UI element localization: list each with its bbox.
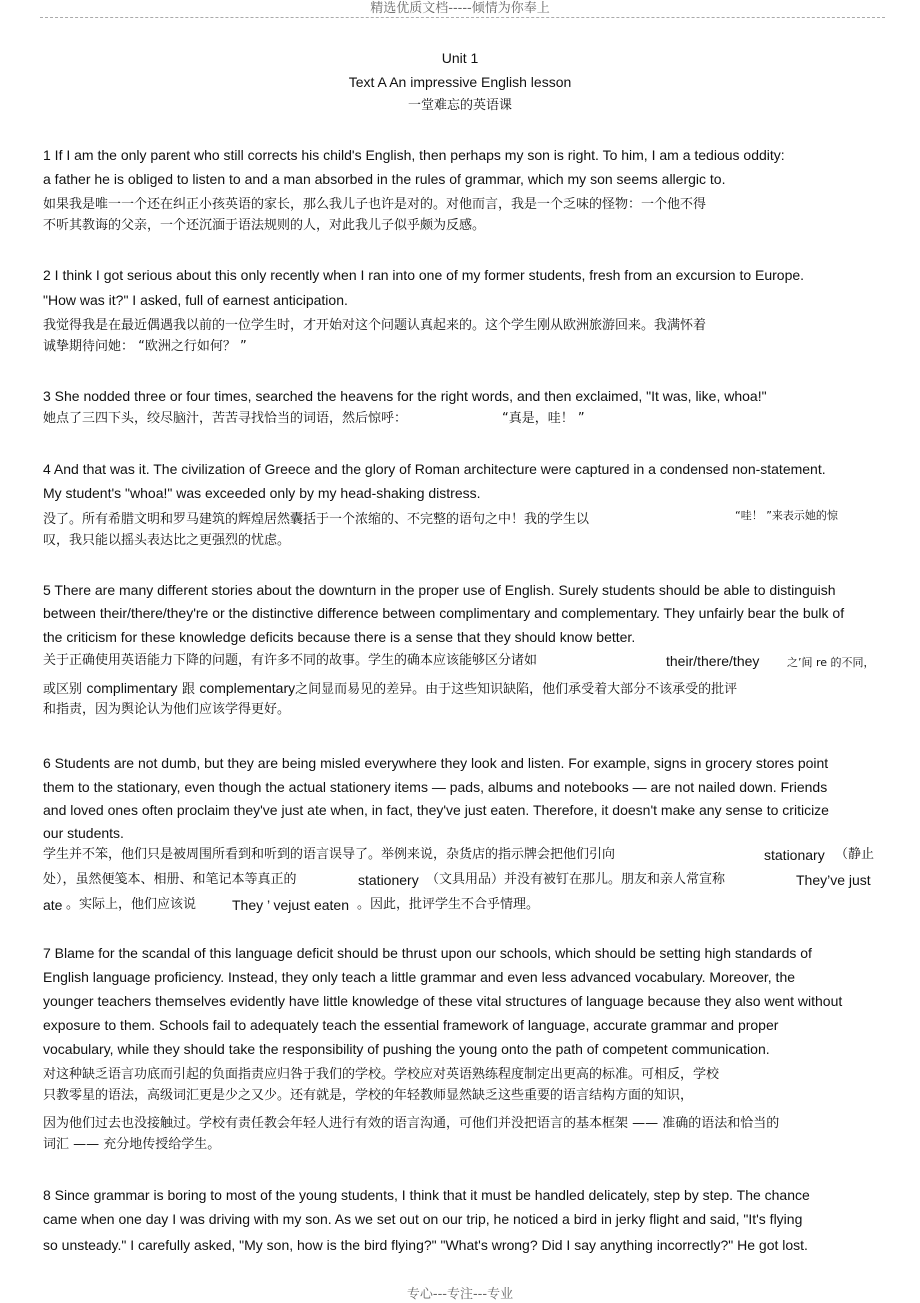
p4-zh-side-note: “哇！ ”来表示她的惊: [735, 509, 838, 522]
p7-en-line: 7 Blame for the scandal of this language deficit should be thrust upon our schools, which should be setting high standards of: [43, 945, 812, 961]
p5-zh-line: 和指责，因为舆论认为他们应该学得更好。: [43, 702, 291, 717]
p5-en-line: between their/there/they're or the distinctive difference between complimentary and complementary. They unfairly bear the bulk of: [43, 605, 845, 621]
page-header: 精选优质文档-----倾情为你奉上: [370, 1, 550, 16]
p6-en-line: them to the stationary, even though the actual stationery items — pads, albums and notebooks — are not nailed down. Friends: [43, 779, 828, 795]
p4-en-line: 4 And that was it. The civilization of Greece and the glory of Roman architecture were captured in a condensed non-statement.: [43, 461, 826, 477]
p5-zh-side-note: 之’间 re 的不同，: [787, 656, 875, 669]
p5-zh-line: 关于正确使用英语能力下降的问题，有许多不同的故事。学生的确本应该能够区分诸如: [43, 653, 538, 668]
p7-zh-line: 词汇 —— 充分地传授给学生。: [43, 1137, 221, 1152]
p7-zh-line: 因为他们过去也没接触过。学校有责任教会年轻人进行有效的语言沟通，可他们并没把语言的基本框架 —— 准确的语法和恰当的: [43, 1116, 780, 1131]
p7-en-line: exposure to them. Schools fail to adequately teach the essential framework of language, accurate grammar and proper: [43, 1017, 779, 1033]
p7-en-line: English language proficiency. Instead, they only teach a little grammar and even less advanced vocabulary. Moreover, the: [43, 969, 796, 985]
text-title: Text A An impressive English lesson: [348, 74, 572, 90]
p8-en-line: so unsteady." I carefully asked, "My son, how is the bird flying?" "What's wrong? Did I say anything incorrectly?" He got lost.: [43, 1237, 808, 1253]
p1-zh-line: 不听其教诲的父亲，一个还沉湎于语法规则的人，对此我儿子似乎颇为反感。: [43, 218, 486, 233]
p6-zh-fragment: 。因此，批评学生不合乎情理。: [357, 897, 540, 912]
p5-zh-fragment: 跟: [181, 682, 195, 697]
p5-zh-mixed-line: [43, 679, 737, 699]
p8-en-line: 8 Since grammar is boring to most of the young students, I think that it must be handled delicately, step by step. The chance: [43, 1187, 810, 1203]
p3-zh-quote: “真是，哇！ ”: [502, 411, 585, 426]
p6-en-line: and loved ones often proclaim they've just ate when, in fact, they've just eaten. Therefore, it doesn't make any sense to criticize: [43, 802, 829, 818]
p5-en-line: the criticism for these knowledge deficits because there is a sense that they should know better.: [43, 629, 636, 645]
p6-zh-inline-en: They’ve just: [796, 872, 871, 888]
p6-zh-inline-en: They ’ vejust eaten: [232, 897, 349, 913]
p2-en-line: 2 I think I got serious about this only recently when I ran into one of my former students, fresh from an excursion to Europe.: [43, 267, 805, 283]
p4-zh-line: 没了。所有希腊文明和罗马建筑的辉煌居然囊括于一个浓缩的、不完整的语句之中！我的学生以: [43, 512, 590, 527]
p5-zh-inline-en: complimentary: [86, 680, 178, 696]
p7-zh-line: 只教零星的语法，高级词汇更是少之又少。还有就是，学校的年轻教师显然缺乏这些重要的语言结构方面的知识，: [43, 1088, 694, 1103]
p6-zh-fragment: 。实际上，他们应该说: [66, 897, 197, 912]
p6-zh-line: 学生并不笨，他们只是被周围所看到和听到的语言误导了。举例来说，杂货店的指示牌会把他们引向: [43, 847, 616, 862]
p5-zh-fragment: 或区别: [43, 682, 83, 697]
p5-en-line: 5 There are many different stories about the downturn in the proper use of English. Surely students should be able to distinguish: [43, 582, 836, 598]
header-rule: [40, 17, 885, 18]
chinese-title: 一堂难忘的英语课: [407, 98, 512, 113]
p6-zh-fragment: （静止: [835, 847, 875, 862]
p1-en-line: a father he is obliged to listen to and a man absorbed in the rules of grammar, which my son seems allergic to.: [43, 171, 726, 187]
p5-zh-fragment: 之间显而易见的差异。由于这些知识缺陷，他们承受着大部分不该承受的批评: [295, 682, 738, 697]
p6-zh-line: 处），虽然便笺本、相册、和笔记本等真正的: [43, 872, 297, 887]
p6-en-line: our students.: [43, 825, 124, 841]
p2-en-line: "How was it?" I asked, full of earnest anticipation.: [43, 292, 348, 308]
p3-en-line: 3 She nodded three or four times, searched the heavens for the right words, and then exclaimed, "It was, like, whoa!": [43, 388, 767, 404]
p3-zh-line: 她点了三四下头，绞尽脑汁，苦苦寻找恰当的词语，然后惊呼：: [43, 411, 408, 426]
p1-zh-line: 如果我是唯一一个还在纠正小孩英语的家长，那么我儿子也许是对的。对他而言，我是一个乏味的怪物：一个他不得: [43, 197, 707, 212]
page-footer: 专心---专注---专业: [406, 1287, 514, 1302]
p2-zh-line: 我觉得我是在最近偶遇我以前的一位学生时，才开始对这个问题认真起来的。这个学生刚从欧洲旅游回来。我满怀着: [43, 318, 707, 333]
p6-zh-inline-en: stationery: [358, 872, 419, 888]
p7-zh-line: 对这种缺乏语言功底而引起的负面指责应归咎于我们的学校。学校应对英语熟练程度制定出更高的标准。可相反，学校: [43, 1067, 720, 1082]
p8-en-line: came when one day I was driving with my son. As we set out on our trip, he noticed a bird in jerky flight and said, "It's flying: [43, 1211, 803, 1227]
p5-zh-inline-en: complementary: [199, 680, 296, 696]
p6-zh-inline-en: ate: [43, 897, 63, 913]
p4-en-line: My student's "whoa!" was exceeded only by my head-shaking distress.: [43, 485, 481, 501]
p4-zh-line: 叹，我只能以摇头表达比之更强烈的忧虑。: [43, 533, 291, 548]
p6-zh-fragment: （文具用品）并没有被钉在那儿。朋友和亲人常宣称: [426, 872, 726, 887]
unit-title: Unit 1: [441, 50, 479, 66]
p1-en-line: 1 If I am the only parent who still corrects his child's English, then perhaps my son is right. To him, I am a tedious oddity:: [43, 147, 785, 163]
p6-en-line: 6 Students are not dumb, but they are being misled everywhere they look and listen. For example, signs in grocery stores point: [43, 755, 829, 771]
p6-zh-inline-en: stationary: [764, 847, 825, 863]
p2-zh-line: 诚挚期待问她： “欧洲之行如何？ ”: [43, 339, 247, 354]
p5-zh-inline-en: their/there/they: [666, 653, 760, 669]
p7-en-line: vocabulary, while they should take the responsibility of pushing the young onto the path of competent communication.: [43, 1041, 770, 1057]
p7-en-line: younger teachers themselves evidently have little knowledge of these vital structures of language because they also went without: [43, 993, 843, 1009]
